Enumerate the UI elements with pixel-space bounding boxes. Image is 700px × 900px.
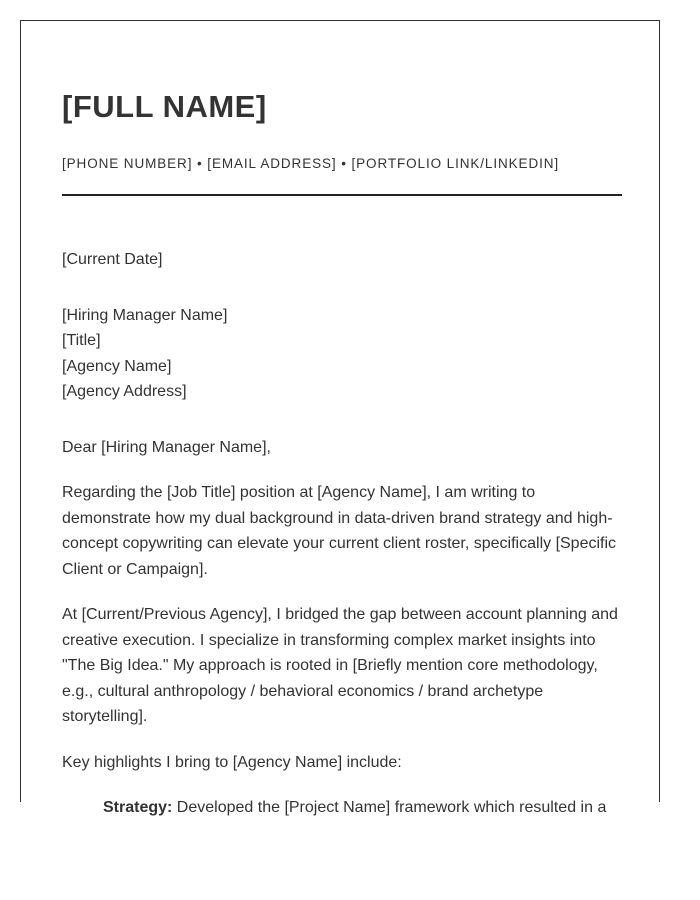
recipient-title: [Title]	[62, 332, 101, 349]
recipient-address: [Agency Address]	[62, 383, 187, 400]
letter-body	[62, 247, 622, 821]
paragraph-experience: At [Current/Previous Agency], I bridged the gap between account planning and creative execution. I specialize in transforming complex market insights into "The Big Idea." My approach is rooted in [Briefly mention core methodology, e.g., cultural anthropology / behavioral economics / brand archetype storytelling].	[62, 606, 618, 725]
recipient-name: [Hiring Manager Name]	[62, 306, 228, 324]
contact-line: [PHONE NUMBER] • [EMAIL ADDRESS] • [PORTFOLIO LINK/LINKEDIN]	[62, 156, 560, 171]
paragraph-intro: Regarding the [Job Title] position at [Agency Name], I am writing to demonstrate how my dual background in data-driven brand strategy and high-concept copywriting can elevate your current client roster, specifically [Specific Client or Campaign].	[62, 484, 617, 578]
recipient-agency: [Agency Name]	[62, 357, 172, 375]
header-divider	[62, 194, 622, 196]
salutation: Dear [Hiring Manager Name],	[62, 438, 271, 456]
letter-page	[20, 20, 660, 816]
full-name-heading: [FULL NAME]	[62, 89, 267, 124]
letter-date: [Current Date]	[62, 251, 163, 268]
highlights-intro: Key highlights I bring to [Agency Name] include:	[62, 753, 402, 771]
recipient-block	[62, 303, 622, 405]
highlight-text: Developed the [Project Name] framework which resulted in a	[172, 799, 607, 816]
highlight-label: Strategy:	[103, 799, 173, 816]
highlight-item	[103, 795, 622, 821]
highlights-list	[62, 795, 622, 821]
